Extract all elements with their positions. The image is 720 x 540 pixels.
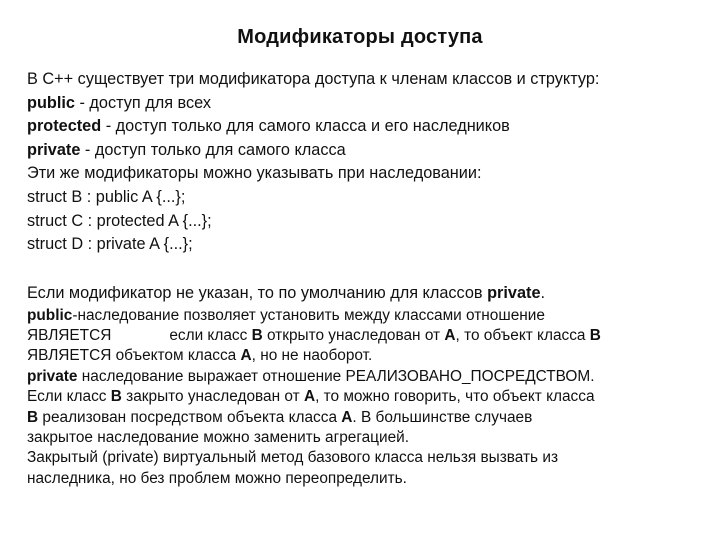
private-inheritance-line-4: закрытое наследование можно заменить агрегацией.: [27, 429, 409, 447]
code-line: struct C : protected A {...};: [27, 211, 212, 230]
keyword: private: [27, 140, 81, 159]
code-line: struct D : private A {...};: [27, 235, 193, 254]
public-inheritance-line-2: ЯВЛЯЕТСЯ если класс B открыто унаследован от A, то объект класса B: [27, 327, 601, 344]
keyword: private: [27, 367, 78, 385]
code-line: struct B : public A {...};: [27, 187, 186, 206]
keyword: public: [27, 306, 73, 324]
keyword: public: [27, 93, 75, 112]
public-inheritance-line-3: ЯВЛЯЕТСЯ объектом класса A, но не наоборот.: [27, 347, 373, 365]
public-inheritance-line-1: public-наследование позволяет установить между классами отношение: [27, 306, 545, 324]
default-modifier-line: Если модификатор не указан, то по умолчанию для классов private.: [27, 284, 546, 302]
modifier-protected-line: [27, 115, 707, 139]
modifier-desc: - доступ только для самого класса: [80, 140, 346, 159]
private-inheritance-line-3: B реализован посредством объекта класса A. В большинстве случаев: [27, 408, 533, 426]
keyword: private: [487, 284, 541, 302]
inheritance-notes-block: [27, 282, 711, 489]
virtual-method-line-1: Закрытый (private) виртуальный метод базового класса нельзя вызвать из: [27, 449, 558, 467]
keyword: protected: [27, 117, 102, 136]
modifier-private-line: [27, 139, 707, 163]
modifier-desc: - доступ только для самого класса и его наследников: [101, 117, 510, 136]
inherit-intro-line: Эти же модификаторы можно указывать при наследовании:: [27, 164, 482, 183]
private-inheritance-line-1: private наследование выражает отношение РЕАЛИЗОВАНО_ПОСРЕДСТВОМ.: [27, 367, 595, 385]
intro-line: В С++ существует три модификатора доступа к членам классов и структур:: [27, 70, 600, 88]
virtual-method-line-2: наследника, но без проблем можно переопределить.: [27, 469, 407, 487]
modifiers-block: [27, 68, 707, 257]
modifier-public-line: [27, 92, 707, 116]
slide-title: Модификаторы доступа: [237, 26, 483, 48]
modifier-desc: - доступ для всех: [74, 93, 212, 112]
private-inheritance-line-2: Если класс B закрыто унаследован от A, то можно говорить, что объект класса: [27, 388, 595, 406]
